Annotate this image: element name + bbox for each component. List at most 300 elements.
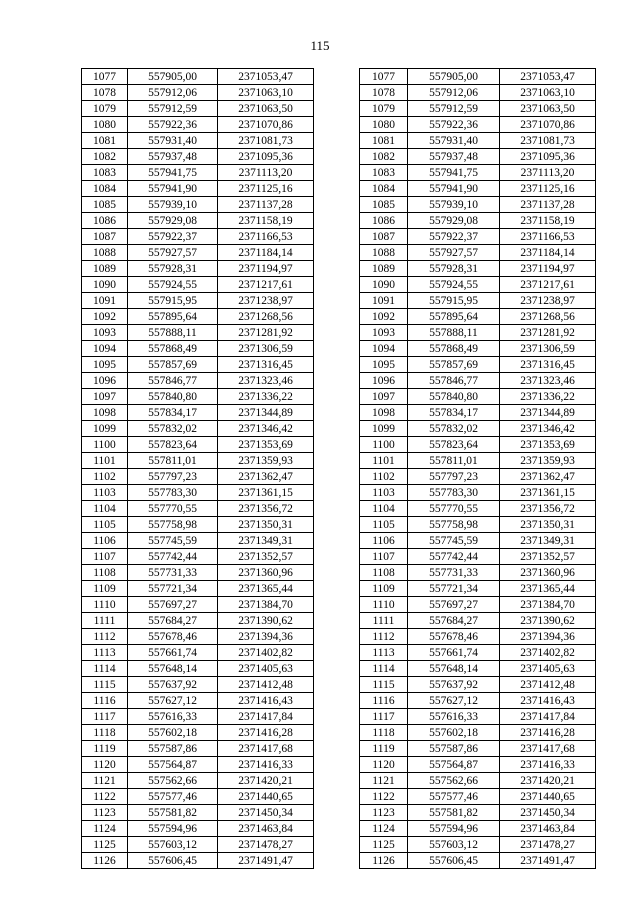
table-row (360, 533, 596, 549)
table-row (360, 805, 596, 821)
y-coordinate-cell: 2371420,21 (500, 773, 596, 789)
x-coordinate-cell: 557912,06 (128, 85, 218, 101)
point-number-cell: 1093 (82, 325, 128, 341)
y-coordinate-cell: 2371394,36 (500, 629, 596, 645)
x-coordinate-cell: 557594,96 (128, 821, 218, 837)
table-row (360, 789, 596, 805)
y-coordinate-cell: 2371402,82 (500, 645, 596, 661)
y-coordinate-cell: 2371184,14 (218, 245, 314, 261)
x-coordinate-cell: 557922,37 (408, 229, 500, 245)
table-row (360, 117, 596, 133)
x-coordinate-cell: 557857,69 (128, 357, 218, 373)
point-number-cell: 1105 (360, 517, 408, 533)
table-row (360, 549, 596, 565)
y-coordinate-cell: 2371478,27 (218, 837, 314, 853)
y-coordinate-cell: 2371416,28 (500, 725, 596, 741)
point-number-cell: 1126 (360, 853, 408, 869)
y-coordinate-cell: 2371361,15 (218, 485, 314, 501)
table-row (360, 421, 596, 437)
y-coordinate-cell: 2371360,96 (218, 565, 314, 581)
table-row (360, 469, 596, 485)
x-coordinate-cell: 557678,46 (128, 629, 218, 645)
coordinate-table-left (81, 68, 314, 869)
point-number-cell: 1085 (360, 197, 408, 213)
y-coordinate-cell: 2371365,44 (218, 581, 314, 597)
y-coordinate-cell: 2371361,15 (500, 485, 596, 501)
y-coordinate-cell: 2371416,28 (218, 725, 314, 741)
table-row (360, 501, 596, 517)
point-number-cell: 1077 (360, 69, 408, 85)
y-coordinate-cell: 2371356,72 (218, 501, 314, 517)
x-coordinate-cell: 557721,34 (408, 581, 500, 597)
point-number-cell: 1108 (360, 565, 408, 581)
y-coordinate-cell: 2371350,31 (218, 517, 314, 533)
x-coordinate-cell: 557770,55 (408, 501, 500, 517)
table-row (82, 277, 314, 293)
y-coordinate-cell: 2371440,65 (218, 789, 314, 805)
table-row (360, 677, 596, 693)
point-number-cell: 1092 (82, 309, 128, 325)
table-row (82, 773, 314, 789)
y-coordinate-cell: 2371491,47 (218, 853, 314, 869)
point-number-cell: 1081 (82, 133, 128, 149)
point-number-cell: 1119 (82, 741, 128, 757)
y-coordinate-cell: 2371365,44 (500, 581, 596, 597)
x-coordinate-cell: 557915,95 (128, 293, 218, 309)
x-coordinate-cell: 557834,17 (128, 405, 218, 421)
y-coordinate-cell: 2371063,50 (500, 101, 596, 117)
y-coordinate-cell: 2371053,47 (218, 69, 314, 85)
table-row (360, 821, 596, 837)
table-row (82, 357, 314, 373)
point-number-cell: 1094 (82, 341, 128, 357)
y-coordinate-cell: 2371349,31 (218, 533, 314, 549)
y-coordinate-cell: 2371353,69 (218, 437, 314, 453)
x-coordinate-cell: 557627,12 (408, 693, 500, 709)
x-coordinate-cell: 557581,82 (408, 805, 500, 821)
y-coordinate-cell: 2371137,28 (218, 197, 314, 213)
y-coordinate-cell: 2371359,93 (218, 453, 314, 469)
y-coordinate-cell: 2371238,97 (500, 293, 596, 309)
point-number-cell: 1123 (360, 805, 408, 821)
y-coordinate-cell: 2371323,46 (500, 373, 596, 389)
table-row (82, 837, 314, 853)
y-coordinate-cell: 2371352,57 (500, 549, 596, 565)
point-number-cell: 1082 (82, 149, 128, 165)
table-row (82, 261, 314, 277)
x-coordinate-cell: 557587,86 (408, 741, 500, 757)
point-number-cell: 1119 (360, 741, 408, 757)
point-number-cell: 1082 (360, 149, 408, 165)
x-coordinate-cell: 557922,37 (128, 229, 218, 245)
point-number-cell: 1087 (360, 229, 408, 245)
x-coordinate-cell: 557912,59 (128, 101, 218, 117)
x-coordinate-cell: 557888,11 (408, 325, 500, 341)
table-row (360, 517, 596, 533)
y-coordinate-cell: 2371158,19 (218, 213, 314, 229)
point-number-cell: 1116 (82, 693, 128, 709)
point-number-cell: 1120 (360, 757, 408, 773)
point-number-cell: 1096 (82, 373, 128, 389)
table-row (360, 837, 596, 853)
y-coordinate-cell: 2371063,50 (218, 101, 314, 117)
table-row (360, 693, 596, 709)
y-coordinate-cell: 2371194,97 (218, 261, 314, 277)
point-number-cell: 1103 (82, 485, 128, 501)
y-coordinate-cell: 2371416,43 (500, 693, 596, 709)
x-coordinate-cell: 557832,02 (408, 421, 500, 437)
y-coordinate-cell: 2371416,33 (500, 757, 596, 773)
point-number-cell: 1126 (82, 853, 128, 869)
x-coordinate-cell: 557895,64 (128, 309, 218, 325)
point-number-cell: 1105 (82, 517, 128, 533)
point-number-cell: 1079 (360, 101, 408, 117)
x-coordinate-cell: 557564,87 (408, 757, 500, 773)
y-coordinate-cell: 2371463,84 (500, 821, 596, 837)
y-coordinate-cell: 2371346,42 (500, 421, 596, 437)
x-coordinate-cell: 557929,08 (408, 213, 500, 229)
point-number-cell: 1113 (82, 645, 128, 661)
x-coordinate-cell: 557941,75 (408, 165, 500, 181)
table-row (82, 821, 314, 837)
y-coordinate-cell: 2371440,65 (500, 789, 596, 805)
x-coordinate-cell: 557924,55 (128, 277, 218, 293)
coordinate-tables (81, 68, 595, 867)
point-number-cell: 1104 (360, 501, 408, 517)
y-coordinate-cell: 2371125,16 (500, 181, 596, 197)
table-row (82, 693, 314, 709)
x-coordinate-cell: 557857,69 (408, 357, 500, 373)
point-number-cell: 1114 (82, 661, 128, 677)
table-row (360, 309, 596, 325)
y-coordinate-cell: 2371268,56 (500, 309, 596, 325)
y-coordinate-cell: 2371306,59 (500, 341, 596, 357)
y-coordinate-cell: 2371349,31 (500, 533, 596, 549)
x-coordinate-cell: 557912,06 (408, 85, 500, 101)
x-coordinate-cell: 557684,27 (408, 613, 500, 629)
x-coordinate-cell: 557745,59 (128, 533, 218, 549)
table-row (360, 645, 596, 661)
point-number-cell: 1120 (82, 757, 128, 773)
table-row (360, 405, 596, 421)
x-coordinate-cell: 557603,12 (408, 837, 500, 853)
y-coordinate-cell: 2371344,89 (500, 405, 596, 421)
x-coordinate-cell: 557661,74 (408, 645, 500, 661)
x-coordinate-cell: 557811,01 (128, 453, 218, 469)
point-number-cell: 1116 (360, 693, 408, 709)
y-coordinate-cell: 2371063,10 (500, 85, 596, 101)
x-coordinate-cell: 557888,11 (128, 325, 218, 341)
y-coordinate-cell: 2371384,70 (218, 597, 314, 613)
table-row (360, 181, 596, 197)
point-number-cell: 1091 (360, 293, 408, 309)
table-row (360, 757, 596, 773)
x-coordinate-cell: 557697,27 (128, 597, 218, 613)
point-number-cell: 1079 (82, 101, 128, 117)
y-coordinate-cell: 2371070,86 (500, 117, 596, 133)
table-row (360, 69, 596, 85)
x-coordinate-cell: 557564,87 (128, 757, 218, 773)
table-row (360, 261, 596, 277)
table-row (360, 629, 596, 645)
y-coordinate-cell: 2371268,56 (218, 309, 314, 325)
table-row (360, 661, 596, 677)
y-coordinate-cell: 2371166,53 (500, 229, 596, 245)
table-row (360, 341, 596, 357)
x-coordinate-cell: 557648,14 (128, 661, 218, 677)
point-number-cell: 1111 (360, 613, 408, 629)
x-coordinate-cell: 557616,33 (408, 709, 500, 725)
point-number-cell: 1091 (82, 293, 128, 309)
x-coordinate-cell: 557846,77 (408, 373, 500, 389)
point-number-cell: 1118 (360, 725, 408, 741)
x-coordinate-cell: 557745,59 (408, 533, 500, 549)
point-number-cell: 1110 (360, 597, 408, 613)
y-coordinate-cell: 2371417,68 (218, 741, 314, 757)
y-coordinate-cell: 2371217,61 (500, 277, 596, 293)
y-coordinate-cell: 2371450,34 (218, 805, 314, 821)
point-number-cell: 1095 (360, 357, 408, 373)
y-coordinate-cell: 2371450,34 (500, 805, 596, 821)
table-row (82, 549, 314, 565)
y-coordinate-cell: 2371336,22 (218, 389, 314, 405)
table-row (82, 741, 314, 757)
table-row (82, 709, 314, 725)
point-number-cell: 1115 (82, 677, 128, 693)
x-coordinate-cell: 557937,48 (408, 149, 500, 165)
table-row (82, 149, 314, 165)
point-number-cell: 1122 (82, 789, 128, 805)
point-number-cell: 1125 (82, 837, 128, 853)
point-number-cell: 1080 (360, 117, 408, 133)
y-coordinate-cell: 2371478,27 (500, 837, 596, 853)
y-coordinate-cell: 2371416,43 (218, 693, 314, 709)
x-coordinate-cell: 557928,31 (128, 261, 218, 277)
table-row (360, 133, 596, 149)
table-row (82, 133, 314, 149)
point-number-cell: 1102 (360, 469, 408, 485)
x-coordinate-cell: 557758,98 (408, 517, 500, 533)
x-coordinate-cell: 557603,12 (128, 837, 218, 853)
x-coordinate-cell: 557731,33 (408, 565, 500, 581)
table-row (360, 725, 596, 741)
x-coordinate-cell: 557915,95 (408, 293, 500, 309)
y-coordinate-cell: 2371412,48 (500, 677, 596, 693)
y-coordinate-cell: 2371362,47 (218, 469, 314, 485)
table-row (82, 469, 314, 485)
x-coordinate-cell: 557912,59 (408, 101, 500, 117)
y-coordinate-cell: 2371070,86 (218, 117, 314, 133)
y-coordinate-cell: 2371412,48 (218, 677, 314, 693)
coordinate-table-right (359, 68, 596, 869)
point-number-cell: 1096 (360, 373, 408, 389)
table-row (82, 101, 314, 117)
x-coordinate-cell: 557606,45 (128, 853, 218, 869)
point-number-cell: 1094 (360, 341, 408, 357)
point-number-cell: 1083 (82, 165, 128, 181)
x-coordinate-cell: 557797,23 (408, 469, 500, 485)
y-coordinate-cell: 2371238,97 (218, 293, 314, 309)
point-number-cell: 1101 (360, 453, 408, 469)
table-row (360, 149, 596, 165)
y-coordinate-cell: 2371158,19 (500, 213, 596, 229)
table-row (82, 453, 314, 469)
y-coordinate-cell: 2371113,20 (500, 165, 596, 181)
point-number-cell: 1118 (82, 725, 128, 741)
y-coordinate-cell: 2371316,45 (500, 357, 596, 373)
table-row (82, 341, 314, 357)
table-row (82, 757, 314, 773)
point-number-cell: 1112 (82, 629, 128, 645)
point-number-cell: 1078 (82, 85, 128, 101)
x-coordinate-cell: 557840,80 (128, 389, 218, 405)
table-row (360, 709, 596, 725)
x-coordinate-cell: 557648,14 (408, 661, 500, 677)
table-row (82, 597, 314, 613)
y-coordinate-cell: 2371405,63 (500, 661, 596, 677)
table-row (82, 581, 314, 597)
x-coordinate-cell: 557927,57 (128, 245, 218, 261)
point-number-cell: 1080 (82, 117, 128, 133)
y-coordinate-cell: 2371417,84 (218, 709, 314, 725)
y-coordinate-cell: 2371390,62 (500, 613, 596, 629)
y-coordinate-cell: 2371281,92 (500, 325, 596, 341)
table-row (360, 85, 596, 101)
table-row (360, 773, 596, 789)
x-coordinate-cell: 557721,34 (128, 581, 218, 597)
table-row (82, 405, 314, 421)
table-row (82, 485, 314, 501)
table-row (82, 501, 314, 517)
point-number-cell: 1086 (360, 213, 408, 229)
point-number-cell: 1109 (360, 581, 408, 597)
table-row (82, 389, 314, 405)
x-coordinate-cell: 557929,08 (128, 213, 218, 229)
x-coordinate-cell: 557931,40 (128, 133, 218, 149)
point-number-cell: 1122 (360, 789, 408, 805)
point-number-cell: 1111 (82, 613, 128, 629)
x-coordinate-cell: 557846,77 (128, 373, 218, 389)
y-coordinate-cell: 2371194,97 (500, 261, 596, 277)
y-coordinate-cell: 2371323,46 (218, 373, 314, 389)
y-coordinate-cell: 2371125,16 (218, 181, 314, 197)
y-coordinate-cell: 2371344,89 (218, 405, 314, 421)
x-coordinate-cell: 557577,46 (128, 789, 218, 805)
x-coordinate-cell: 557783,30 (128, 485, 218, 501)
table-row (82, 85, 314, 101)
point-number-cell: 1083 (360, 165, 408, 181)
point-number-cell: 1106 (360, 533, 408, 549)
point-number-cell: 1117 (360, 709, 408, 725)
y-coordinate-cell: 2371360,96 (500, 565, 596, 581)
point-number-cell: 1102 (82, 469, 128, 485)
x-coordinate-cell: 557931,40 (408, 133, 500, 149)
y-coordinate-cell: 2371053,47 (500, 69, 596, 85)
y-coordinate-cell: 2371353,69 (500, 437, 596, 453)
point-number-cell: 1089 (82, 261, 128, 277)
table-row (360, 357, 596, 373)
point-number-cell: 1123 (82, 805, 128, 821)
table-row (360, 213, 596, 229)
point-number-cell: 1084 (82, 181, 128, 197)
table-row (82, 629, 314, 645)
table-row (82, 853, 314, 869)
table-row (360, 597, 596, 613)
table-row (82, 245, 314, 261)
point-number-cell: 1106 (82, 533, 128, 549)
x-coordinate-cell: 557823,64 (128, 437, 218, 453)
table-row (360, 485, 596, 501)
page-number: 115 (310, 38, 330, 53)
y-coordinate-cell: 2371217,61 (218, 277, 314, 293)
x-coordinate-cell: 557937,48 (128, 149, 218, 165)
y-coordinate-cell: 2371063,10 (218, 85, 314, 101)
x-coordinate-cell: 557616,33 (128, 709, 218, 725)
x-coordinate-cell: 557770,55 (128, 501, 218, 517)
y-coordinate-cell: 2371491,47 (500, 853, 596, 869)
table-row (82, 309, 314, 325)
y-coordinate-cell: 2371316,45 (218, 357, 314, 373)
point-number-cell: 1098 (82, 405, 128, 421)
table-row (82, 789, 314, 805)
table-row (360, 373, 596, 389)
x-coordinate-cell: 557742,44 (408, 549, 500, 565)
table-row (360, 581, 596, 597)
x-coordinate-cell: 557840,80 (408, 389, 500, 405)
y-coordinate-cell: 2371352,57 (218, 549, 314, 565)
y-coordinate-cell: 2371356,72 (500, 501, 596, 517)
x-coordinate-cell: 557594,96 (408, 821, 500, 837)
x-coordinate-cell: 557587,86 (128, 741, 218, 757)
x-coordinate-cell: 557922,36 (128, 117, 218, 133)
point-number-cell: 1086 (82, 213, 128, 229)
x-coordinate-cell: 557602,18 (128, 725, 218, 741)
x-coordinate-cell: 557742,44 (128, 549, 218, 565)
x-coordinate-cell: 557927,57 (408, 245, 500, 261)
x-coordinate-cell: 557905,00 (408, 69, 500, 85)
point-number-cell: 1097 (360, 389, 408, 405)
table-row (360, 325, 596, 341)
point-number-cell: 1112 (360, 629, 408, 645)
table-row (360, 437, 596, 453)
table-row (82, 69, 314, 85)
x-coordinate-cell: 557895,64 (408, 309, 500, 325)
point-number-cell: 1121 (360, 773, 408, 789)
y-coordinate-cell: 2371281,92 (218, 325, 314, 341)
table-row (82, 613, 314, 629)
x-coordinate-cell: 557684,27 (128, 613, 218, 629)
point-number-cell: 1100 (82, 437, 128, 453)
table-row (360, 197, 596, 213)
x-coordinate-cell: 557637,92 (408, 677, 500, 693)
x-coordinate-cell: 557834,17 (408, 405, 500, 421)
point-number-cell: 1089 (360, 261, 408, 277)
x-coordinate-cell: 557627,12 (128, 693, 218, 709)
table-row (82, 661, 314, 677)
table-row (82, 533, 314, 549)
y-coordinate-cell: 2371420,21 (218, 773, 314, 789)
x-coordinate-cell: 557758,98 (128, 517, 218, 533)
table-row (82, 373, 314, 389)
x-coordinate-cell: 557941,75 (128, 165, 218, 181)
table-row (360, 853, 596, 869)
point-number-cell: 1077 (82, 69, 128, 85)
x-coordinate-cell: 557581,82 (128, 805, 218, 821)
table-row (360, 165, 596, 181)
point-number-cell: 1088 (82, 245, 128, 261)
point-number-cell: 1090 (360, 277, 408, 293)
point-number-cell: 1085 (82, 197, 128, 213)
